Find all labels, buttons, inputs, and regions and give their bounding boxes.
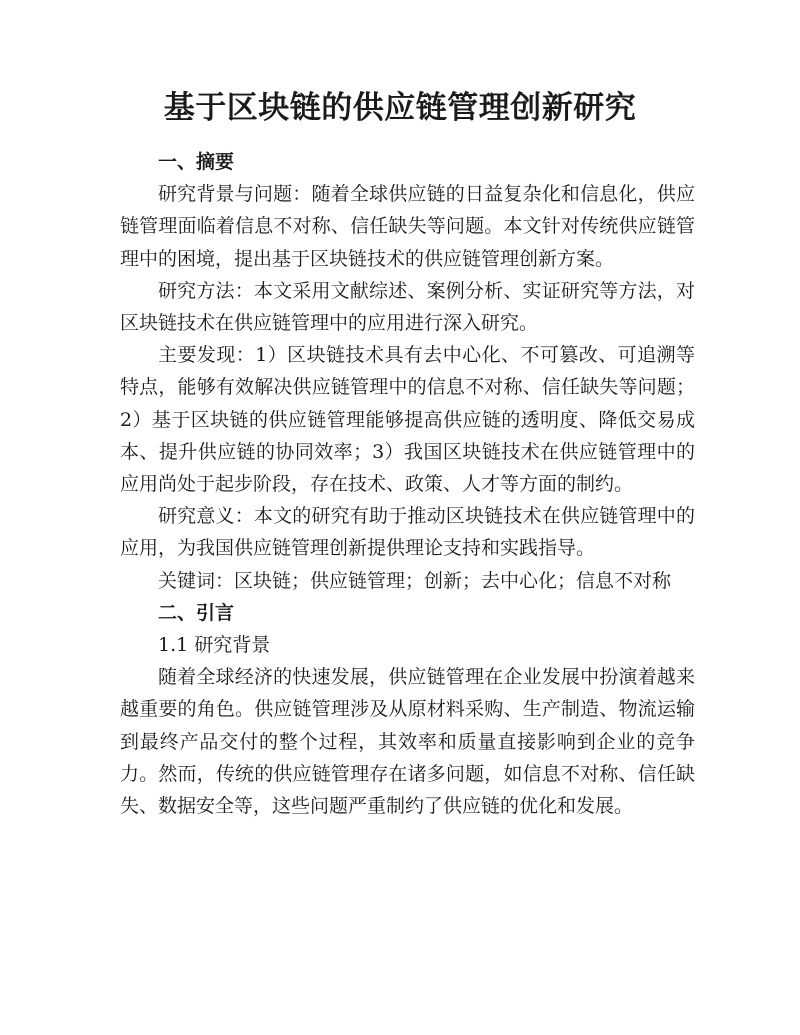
abstract-heading: 一、摘要	[158, 151, 235, 173]
keywords-line: 关键词：区块链；供应链管理；创新；去中心化；信息不对称	[158, 569, 672, 592]
document-title: 基于区块链的供应链管理创新研究	[163, 90, 637, 126]
abstract-significance-paragraph: 研究意义：本文的研究有助于推动区块链技术在供应链管理中的应用，为我国供应链管理创新提供理论支持和实践指导。	[120, 505, 695, 560]
introduction-heading: 二、引言	[158, 601, 235, 624]
document-body	[120, 146, 695, 822]
abstract-methods-paragraph: 研究方法：本文采用文献综述、案例分析、实证研究等方法，对区块链技术在供应链管理中的应用进行深入研究。	[120, 279, 695, 335]
introduction-paragraph: 随着全球经济的快速发展，供应链管理在企业发展中扮演着越来越重要的角色。供应链管理涉及从原材料采购、生产制造、物流运输到最终产品交付的整个过程，其效率和质量直接影响到企业的竞争力。然而，传统的供应链管理存在诸多问题，如信息不对称、信任缺失、数据安全等，这些问题严重制约了供应链的优化和发展。	[120, 666, 695, 818]
abstract-background-paragraph: 研究背景与问题：随着全球供应链的日益复杂化和信息化，供应链管理面临着信息不对称、信任缺失等问题。本文针对传统供应链管理中的困境，提出基于区块链技术的供应链管理创新方案。	[120, 183, 695, 270]
abstract-findings-paragraph: 主要发现：1）区块链技术具有去中心化、不可篡改、可追溯等特点，能够有效解决供应链管理中的信息不对称、信任缺失等问题；2）基于区块链的供应链管理能够提高供应链的透明度、降低交易成本、提升供应链的协同效率；3）我国区块链技术在供应链管理中的应用尚处于起步阶段，存在技术、政策、人才等方面的制约。	[120, 344, 695, 496]
research-background-subheading: 1.1 研究背景	[158, 634, 271, 657]
